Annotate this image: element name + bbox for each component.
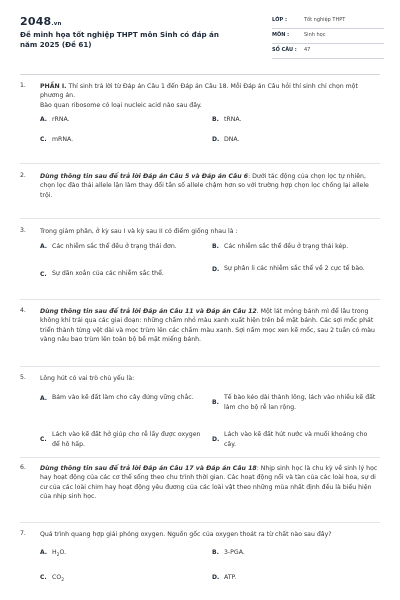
- meta-key: LỚP :: [272, 17, 287, 24]
- option-c[interactable]: [40, 430, 205, 449]
- question-6: [20, 464, 380, 502]
- question-7: [20, 530, 380, 592]
- meta-row-class: [272, 14, 384, 29]
- info-text: : Nhịp sinh học là chu kỳ về sinh lý học hay hoạt động của các cơ thể sống theo chu trình thời gian. Các hoạt động nổi và tàn của các loài hoa, sự di cư của các loài chim hay hoạt động yêu đương của các loài vật theo những mùa nhất định đều là biểu hiện của nhịp sinh học.: [40, 465, 378, 501]
- option-text: mRNA.: [52, 136, 74, 144]
- question-number: 3.: [20, 227, 26, 234]
- brand-tld: .vn: [51, 21, 62, 27]
- option-b[interactable]: [212, 242, 380, 251]
- option-text: Lách vào kẽ đất hút nước và muối khoáng cho cây.: [224, 431, 368, 448]
- question-4: [20, 307, 380, 345]
- formula-tail: O.: [59, 549, 67, 557]
- document-title: Đề minh họa tốt nghiệp THPT môn Sinh có đáp án năm 2025 (Đề 61): [20, 30, 219, 49]
- question-number: 1.: [20, 82, 26, 89]
- option-text: Sự dãn xoắn của các nhiễm sắc thể.: [52, 270, 164, 278]
- option-label: D.: [212, 574, 220, 582]
- option-a[interactable]: [40, 115, 205, 124]
- question-number: 6.: [20, 464, 26, 471]
- question-divider: [20, 522, 380, 523]
- option-a[interactable]: [40, 242, 205, 251]
- option-a[interactable]: [40, 548, 205, 560]
- option-text: DNA.: [224, 136, 240, 144]
- option-d[interactable]: [212, 264, 377, 273]
- option-text: ATP.: [224, 574, 237, 582]
- question-text: [40, 307, 380, 345]
- meta-value: Tốt nghiệp THPT: [304, 17, 346, 24]
- brand-main: 2048: [20, 15, 52, 28]
- option-label: C.: [40, 136, 47, 144]
- option-label: C.: [40, 436, 47, 444]
- question-divider: [20, 299, 380, 300]
- question-text: Trong giảm phân, ở kỳ sau I và kỳ sau II có điểm giống nhau là :: [40, 228, 238, 235]
- header-divider: [20, 74, 380, 75]
- info-lead: Dùng thông tin sau để trả lời Đáp án Câu 5 và Đáp án Câu 6: [40, 173, 249, 180]
- question-number: 7.: [20, 530, 26, 537]
- option-label: D.: [212, 265, 220, 273]
- answer-options: [40, 542, 380, 592]
- option-label: A.: [40, 394, 48, 402]
- question-number: 2.: [20, 172, 26, 179]
- formula-subscript: 2: [61, 578, 65, 584]
- option-label: C.: [40, 270, 47, 278]
- option-b[interactable]: [212, 115, 377, 124]
- option-text: rRNA.: [52, 116, 70, 124]
- question-number: 5.: [20, 374, 26, 381]
- info-lead: Dùng thông tin sau để trả lời Đáp án Câu 11 và Đáp án Câu 12: [40, 308, 257, 315]
- site-logo[interactable]: [20, 14, 62, 30]
- question-divider: [20, 218, 380, 219]
- option-text: Các nhiễm sắc thể đều ở trạng thái kép.: [224, 243, 349, 251]
- option-text: Sự phân li các nhiễm sắc thể về 2 cực tế bào.: [224, 265, 365, 273]
- answer-options: [40, 113, 380, 151]
- question-divider: [20, 366, 380, 367]
- option-d[interactable]: [212, 430, 380, 449]
- question-2: [20, 172, 380, 200]
- option-b[interactable]: [212, 548, 377, 557]
- question-text: [40, 82, 380, 110]
- option-label: D.: [212, 136, 220, 144]
- option-c[interactable]: [40, 573, 205, 585]
- option-text: 3-PGA.: [224, 549, 245, 557]
- option-b[interactable]: [212, 393, 380, 412]
- meta-table: [272, 14, 384, 59]
- option-label: B.: [212, 243, 219, 251]
- document-header: [20, 14, 380, 62]
- question-5: [20, 374, 380, 460]
- question-divider: [20, 457, 380, 458]
- info-text: : Dưới tác động của chọn lọc tự nhiên, chọn lọc đào thải allele lặn làm thay đổi tần số allele chậm hơn so với trường hợp chọn lọc chống lại allele trội.: [40, 173, 369, 199]
- option-label: B.: [212, 116, 219, 124]
- option-d[interactable]: [212, 135, 377, 144]
- formula-base: H: [52, 549, 57, 557]
- option-text: [52, 573, 205, 585]
- question-divider: [20, 163, 380, 164]
- formula-base: CO: [52, 574, 62, 582]
- option-label: A.: [40, 116, 48, 124]
- meta-value: Sinh học: [304, 32, 326, 39]
- option-a[interactable]: [40, 393, 205, 402]
- info-text: . Một lát mỏng bánh mì để lâu trong không khí trải qua các giai đoạn: những chấm nhỏ màu xanh xuất hiện trên bề mặt bánh. Các sợi mốc phát triển thành từng vệt dài và mọc trùm lên các chấm màu xanh. Sợi nấm mọc xen kẽ mốc, sau 2 tuần có màu vàng nâu bao trùm lên toàn bộ bề mặt miếng bánh.: [40, 308, 375, 344]
- option-label: C.: [40, 574, 47, 582]
- option-text: Bám vào kẽ đất làm cho cây đứng vững chắc.: [52, 394, 194, 402]
- option-text: tRNA.: [224, 116, 242, 124]
- option-label: A.: [40, 549, 48, 557]
- question-3: [20, 227, 380, 289]
- option-d[interactable]: [212, 573, 377, 582]
- meta-row-count: [272, 44, 384, 59]
- meta-key: MÔN :: [272, 32, 290, 39]
- answer-options: [40, 386, 380, 460]
- meta-key: SỐ CÂU :: [272, 47, 297, 54]
- question-text: Lông hút có vai trò chủ yếu là:: [40, 375, 135, 382]
- option-c[interactable]: [40, 135, 205, 144]
- info-lead: Dùng thông tin sau để trả lời Đáp án Câu 17 và Đáp án Câu 18: [40, 465, 257, 472]
- question-instruction: Thí sinh trả lời từ Đáp án Câu 1 đến Đáp án Câu 18. Mỗi Đáp án Câu hỏi thí sinh chỉ chọn một phương án.: [40, 83, 358, 100]
- formula-subscript: 2: [56, 553, 60, 559]
- question-text: Quá trình quang hợp giải phóng oxygen. Nguồn gốc của oxygen thoát ra từ chất nào sau đây?: [40, 531, 332, 538]
- option-label: D.: [212, 436, 220, 444]
- option-label: B.: [212, 549, 219, 557]
- meta-value: 47: [304, 47, 311, 54]
- question-number: 4.: [20, 307, 26, 314]
- meta-row-subject: [272, 29, 384, 44]
- option-label: B.: [212, 399, 219, 407]
- question-1: [20, 82, 380, 151]
- option-text: [52, 548, 205, 560]
- question-prompt: Bào quan ribosome có loại nucleic acid nào sau đây.: [40, 101, 202, 109]
- option-text: Lách vào kẽ đất hở giúp cho rễ lấy được oxygen để hô hấp.: [52, 431, 201, 448]
- option-label: A.: [40, 243, 48, 251]
- answer-options: [40, 239, 380, 289]
- option-text: Tế bào kéo dài thành lông, lách vào nhiều kẽ đất làm cho bộ rễ lan rộng.: [224, 394, 376, 411]
- option-c[interactable]: [40, 269, 205, 278]
- question-text: [40, 464, 380, 502]
- section-label: PHẦN I.: [40, 83, 67, 90]
- question-text: [40, 172, 380, 200]
- option-text: Các nhiễm sắc thể đều ở trạng thái đơn.: [52, 243, 177, 251]
